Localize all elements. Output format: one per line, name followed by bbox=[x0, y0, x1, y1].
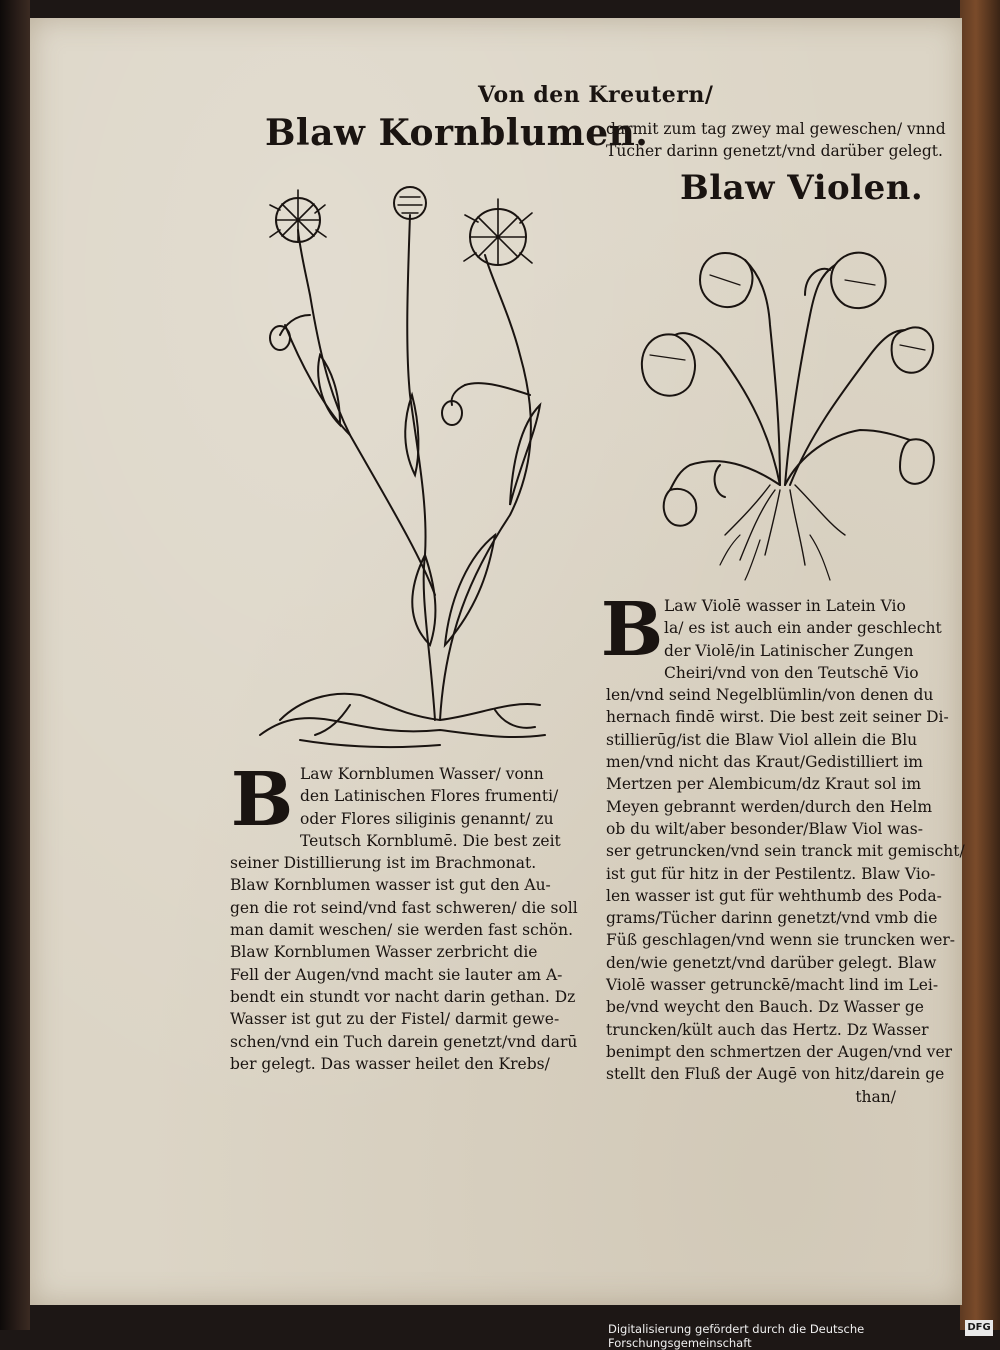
continuation-line-2: Tücher darinn genetzt/vnd darüber gelegt. bbox=[606, 142, 943, 160]
right-dropcap: B bbox=[600, 587, 664, 673]
right-line: len wasser ist gut für wehthumb des Poda- bbox=[606, 886, 942, 905]
book-edge bbox=[960, 0, 1000, 1330]
cornflower-illustration bbox=[240, 175, 560, 760]
left-line: bendt ein stundt vor nacht darin gethan. Dz bbox=[230, 987, 576, 1006]
left-line: Blaw Kornblumen wasser ist gut den Au- bbox=[230, 876, 551, 895]
right-line: len/vnd seind Negelblümlin/von denen du bbox=[606, 686, 934, 705]
left-line: Blaw Kornblumen Wasser zerbricht die bbox=[230, 943, 538, 962]
left-line: man damit weschen/ sie werden fast schön. bbox=[230, 921, 573, 940]
left-line: den Latinischen Flores frumenti/ bbox=[300, 787, 559, 806]
continuation-line-1: darmit zum tag zwey mal geweschen/ vnnd bbox=[606, 120, 946, 138]
left-title: Blaw Kornblumen. bbox=[265, 112, 649, 154]
right-line: truncken/kült auch das Hertz. Dz Wasser bbox=[606, 1020, 929, 1039]
left-line: schen/vnd ein Tuch darein genetzt/vnd darū bbox=[230, 1032, 578, 1051]
right-line: Füß geschlagen/vnd wenn sie truncken wer- bbox=[606, 931, 956, 950]
left-dropcap: B bbox=[230, 757, 294, 843]
running-head: Von den Kreutern/ bbox=[478, 82, 714, 108]
left-paragraph bbox=[230, 763, 578, 1075]
right-line: stellt den Fluß der Augē von hitz/darein ge bbox=[606, 1065, 945, 1084]
left-line: ber gelegt. Das wasser heilet den Krebs/ bbox=[230, 1054, 550, 1073]
right-line: benimpt den schmertzen der Augen/vnd ver bbox=[606, 1042, 953, 1061]
right-line: der Violē/in Latinischer Zungen bbox=[664, 641, 914, 660]
right-paragraph bbox=[606, 595, 965, 1108]
right-line: men/vnd nicht das Kraut/Gedistilliert im bbox=[606, 753, 923, 772]
right-line: Cheiri/vnd von den Teutschē Vio bbox=[664, 663, 919, 682]
right-line: grams/Tücher darinn genetzt/vnd vmb die bbox=[606, 909, 938, 928]
right-line: Law Violē wasser in Latein Vio bbox=[664, 597, 906, 615]
left-line: Teutsch Kornblumē. Die best zeit bbox=[300, 831, 561, 850]
dfg-logo: DFG bbox=[965, 1320, 993, 1336]
right-line: den/wie genetzt/vnd darüber gelegt. Blaw bbox=[606, 953, 937, 972]
right-line: hernach findē wirst. Die best zeit seiner Di- bbox=[606, 708, 949, 727]
right-line: Meyen gebrannt werden/durch den Helm bbox=[606, 797, 933, 816]
left-line: gen die rot seind/vnd fast schweren/ die soll bbox=[230, 898, 578, 917]
left-line: oder Flores siliginis genannt/ zu bbox=[300, 809, 554, 828]
left-line: seiner Distillierung ist im Brachmonat. bbox=[230, 854, 537, 873]
right-line: stillierūg/ist die Blaw Viol allein die Blu bbox=[606, 730, 918, 749]
right-line: ser getruncken/vnd sein tranck mit gemischt/ bbox=[606, 842, 965, 861]
left-line: Law Kornblumen Wasser/ vonn bbox=[300, 765, 544, 783]
right-line: la/ es ist auch ein ander geschlecht bbox=[664, 619, 942, 638]
left-line: Fell der Augen/vnd macht sie lauter am A- bbox=[230, 965, 563, 984]
right-line: be/vnd weycht den Bauch. Dz Wasser ge bbox=[606, 998, 924, 1017]
violet-illustration bbox=[630, 235, 940, 585]
left-line: Wasser ist gut zu der Fistel/ darmit gewe- bbox=[230, 1010, 560, 1029]
right-title: Blaw Violen. bbox=[680, 168, 924, 208]
right-line: Violē wasser getrunckē/macht lind im Lei- bbox=[606, 976, 939, 995]
right-line: Mertzen per Alembicum/dz Kraut sol im bbox=[606, 775, 922, 794]
right-line: ist gut für hitz in der Pestilentz. Blaw Vio- bbox=[606, 864, 936, 883]
right-line: ob du wilt/aber besonder/Blaw Viol was- bbox=[606, 819, 923, 838]
book-binding bbox=[0, 0, 30, 1330]
footer-credit: Digitalisierung gefördert durch die Deutsche Forschungsgemeinschaft bbox=[608, 1322, 865, 1350]
right-line: than/ bbox=[855, 1087, 896, 1106]
